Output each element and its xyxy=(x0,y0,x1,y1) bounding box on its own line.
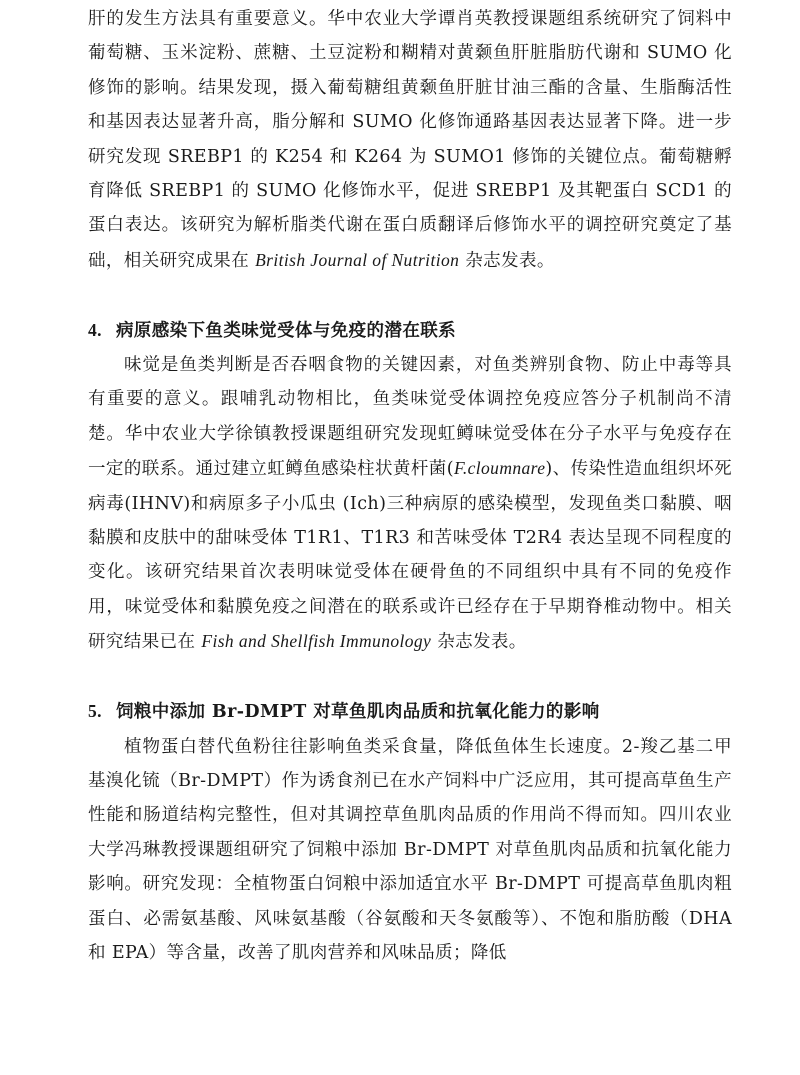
section4-text-part2: )、传染性造血组织坏死病毒(IHNV)和病原多子小瓜虫 (Ich)三种病原的感染模型，发现鱼类口黏膜、咽黏膜和皮肤中的甜味受体 T1R1、T1R3 和苦味受体 T2R4 表达呈现不同程度的变化。该研究结果首次表明味觉受体在硬骨鱼的不同组织中具有不同的免疫作用，味觉受体和黏膜免疫之间潜在的联系或许已经存在于早期脊椎动物中。相关研究结果已在 xyxy=(88,459,732,653)
section4-paragraph xyxy=(88,348,732,660)
section3-text-part2: 杂志发表。 xyxy=(459,250,555,271)
section5-paragraph: 植物蛋白替代鱼粉往往影响鱼类采食量，降低鱼体生长速度。2-羧乙基二甲基溴化锍（Br-DMPT）作为诱食剂已在水产饲料中广泛应用，其可提高草鱼生产性能和肠道结构完整性，但对其调控草鱼肌肉品质的作用尚不得而知。四川农业大学冯琳教授课题组研究了饲粮中添加 Br-DMPT 对草鱼肌肉品质和抗氧化能力影响。研究发现：全植物蛋白饲粮中添加适宜水平 Br-DMPT 可提高草鱼肌肉粗蛋白、必需氨基酸、风味氨基酸（谷氨酸和天冬氨酸等）、不饱和脂肪酸（DHA 和 EPA）等含量，改善了肌肉营养和风味品质；降低 xyxy=(88,736,732,963)
section4-text-part3: 杂志发表。 xyxy=(431,632,527,653)
section4-title: 病原感染下鱼类味觉受体与免疫的潜在联系 xyxy=(115,320,457,341)
spacer xyxy=(88,660,732,694)
section3-tail-paragraph xyxy=(88,2,732,278)
spacer xyxy=(88,278,732,312)
document-page xyxy=(88,0,732,970)
section4-number: 4. xyxy=(88,319,102,340)
section5-number: 5. xyxy=(88,701,102,722)
section5-heading xyxy=(88,694,732,729)
section3-text-part1: 肝的发生方法具有重要意义。华中农业大学谭肖英教授课题组系统研究了饲料中葡萄糖、玉米淀粉、蔗糖、土豆淀粉和糊精对黄颡鱼肝脏脂肪代谢和 SUMO 化修饰的影响。结果发现，摄入葡萄糖组黄颡鱼肝脏甘油三酯的含量、生脂酶活性和基因表达显著升高，脂分解和 SUMO 化修饰通路基因表达显著下降。进一步研究发现 SREBP1 的 K254 和 K264 为 SUMO1 修饰的关键位点。葡萄糖孵育降低 SREBP1 的 SUMO 化修饰水平，促进 SREBP1 及其靶蛋白 SCD1 的蛋白表达。该研究为解析脂类代谢在蛋白质翻译后修饰水平的调控研究奠定了基础，相关研究成果在 xyxy=(88,9,732,271)
section3-journal-name: British Journal of Nutrition xyxy=(255,249,460,270)
section4-heading xyxy=(88,313,732,348)
section4-species-name: F.cloumnare xyxy=(453,458,546,479)
section4-journal-name: Fish and Shellfish Immunology xyxy=(201,631,432,652)
section4-text-part1: 味觉是鱼类判断是否吞咽食物的关键因素，对鱼类辨别食物、防止中毒等具有重要的意义。跟哺乳动物相比，鱼类味觉受体调控免疫应答分子机制尚不清楚。华中农业大学徐镇教授课题组研究发现虹鳟味觉受体在分子水平与免疫存在一定的联系。通过建立虹鳟鱼感染柱状黄杆菌( xyxy=(88,355,732,480)
section5-title: 饲粮中添加 Br-DMPT 对草鱼肌肉品质和抗氧化能力的影响 xyxy=(115,702,600,723)
